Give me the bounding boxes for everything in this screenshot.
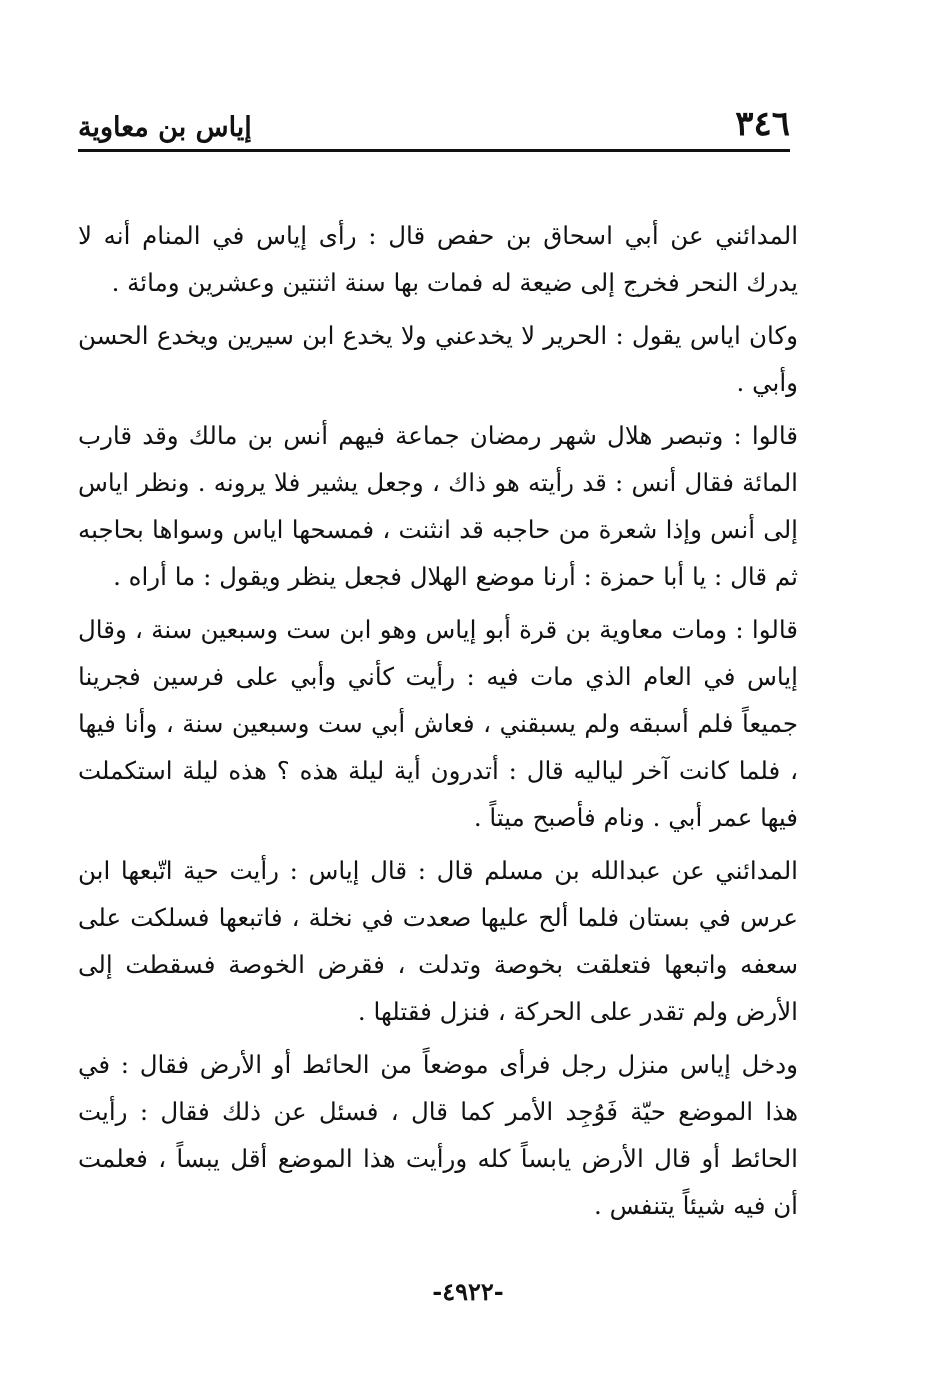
paragraph: المدائني عن عبدالله بن مسلم قال : قال إياس : رأيت حية اتّبعها ابن عرس في بستان فلما ألح عليها صعدت في نخلة ، فاتبعها فسلكت على سعفه واتبعها فتعلقت بخوصة وتدلت ، فقرض الخوصة فسقطت إلى الأرض ولم تقدر على الحركة ، فنزل فقتلها . <box>78 856 798 1026</box>
paragraph: قالوا : وتبصر هلال شهر رمضان جماعة فيهم أنس بن مالك وقد قارب المائة فقال أنس : قد رأيته هو ذاك ، وجعل يشير فلا يرونه . ونظر اياس إلى أنس وإذا شعرة من حاجبه قد انثنت ، فمسحها اياس وسواها بحاجبه ثم قال : يا أبا حمزة : أرنا موضع الهلال فجعل ينظر ويقول : ما أراه . <box>78 421 798 591</box>
page-footer <box>0 1276 936 1308</box>
paragraph: وكان اياس يقول : الحرير لا يخدعني ولا يخدع ابن سيرين ويخدع الحسن وأبي . <box>78 321 798 397</box>
page-marker: -٤٩٢٢- <box>432 1277 504 1306</box>
body-text <box>78 212 798 1235</box>
page-header <box>78 100 790 152</box>
running-title: إياس بن معاوية <box>78 112 252 143</box>
paragraph: المدائني عن أبي اسحاق بن حفص قال : رأى إياس في المنام أنه لا يدرك النحر فخرج إلى ضيعة له فمات بها سنة اثنتين وعشرين ومائة . <box>78 221 798 297</box>
paragraph: ودخل إياس منزل رجل فرأى موضعاً من الحائط أو الأرض فقال : في هذا الموضع حيّة فَوُجِد الأمر كما قال ، فسئل عن ذلك فقال : رأيت الحائط أو قال الأرض يابساً كله ورأيت هذا الموضع أقل يبساً ، فعلمت أن فيه شيئاً يتنفس . <box>78 1050 798 1220</box>
page-number: ٣٤٦ <box>735 104 790 144</box>
paragraph: قالوا : ومات معاوية بن قرة أبو إياس وهو ابن ست وسبعين سنة ، وقال إياس في العام الذي مات فيه : رأيت كأني وأبي على فرسين فجرينا جميعاً فلم أسبقه ولم يسبقني ، فعاش أبي ست وسبعين سنة ، وأنا فيها ، فلما كانت آخر لياليه قال : أتدرون أية ليلة هذه ؟ هذه ليلة استكملت فيها عمر أبي . ونام فأصبح ميتاً . <box>78 615 798 832</box>
